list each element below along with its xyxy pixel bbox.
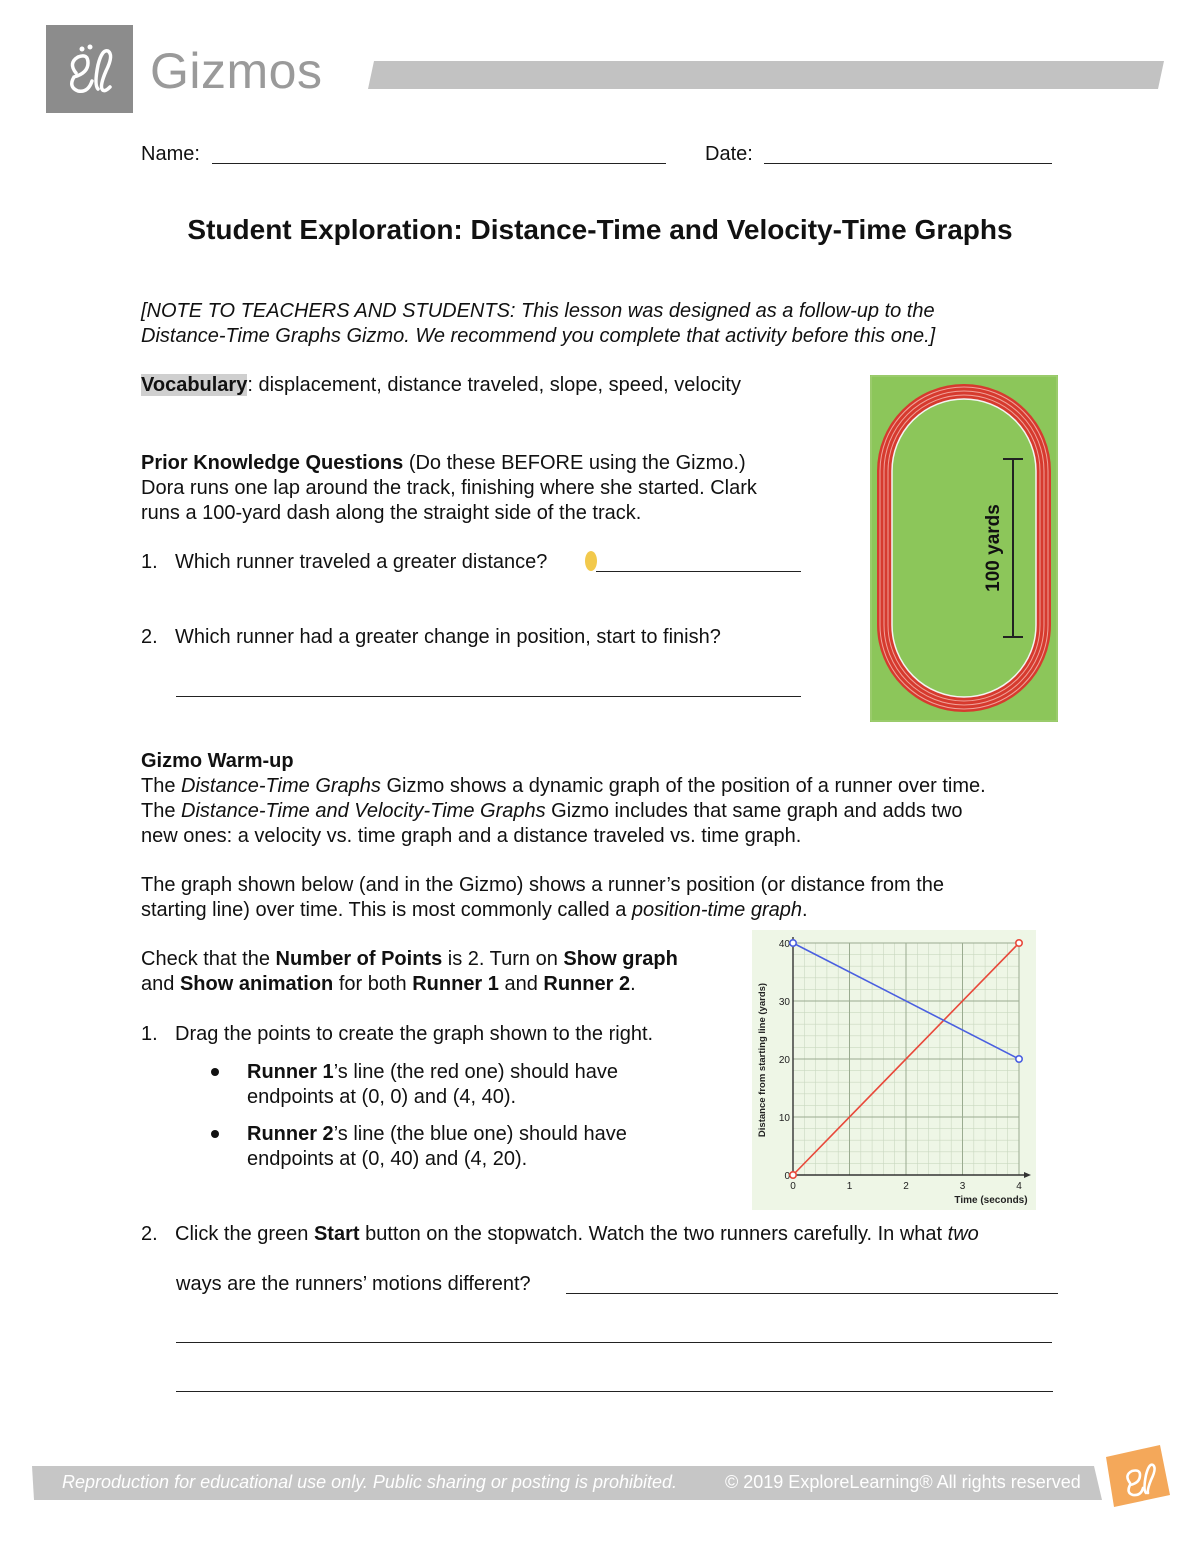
date-label: Date:	[705, 143, 753, 165]
bullet-runner-2-line1: Runner 2’s line (the blue one) should have	[247, 1123, 627, 1145]
el-logo-icon	[1102, 1443, 1172, 1509]
prior-question-2	[141, 625, 721, 650]
question-text: Which runner traveled a greater distance?	[175, 551, 548, 573]
warmup-p3-line1: Check that the Number of Points is 2. Turn on Show graph	[141, 948, 678, 970]
prior-text-line-1: Dora runs one lap around the track, finishing where she started. Clark	[141, 477, 757, 499]
cursor-marker-icon	[584, 550, 598, 572]
y-tick-label: 0	[784, 1171, 790, 1182]
question-number: 1.	[141, 551, 158, 573]
warmup-p1-line2: The Distance-Time and Velocity-Time Graphs Gizmo includes that same graph and adds two	[141, 800, 963, 822]
data-point-runner-2	[1016, 1056, 1022, 1062]
prior-heading-line	[141, 451, 746, 476]
step-text: Drag the points to create the graph shown to the right.	[175, 1023, 654, 1045]
warmup-step-1	[141, 1022, 653, 1047]
bullet-runner-1-line2: endpoints at (0, 0) and (4, 40).	[247, 1086, 517, 1108]
warmup-step-2-line2: ways are the runners’ motions different?	[176, 1273, 531, 1295]
warmup-heading: Gizmo Warm-up	[141, 750, 294, 772]
step-number: 2.	[141, 1223, 158, 1245]
x-tick-label: 4	[1016, 1181, 1022, 1192]
bullet-runner-2-line2: endpoints at (0, 40) and (4, 20).	[247, 1148, 528, 1170]
vocabulary-label: Vocabulary	[141, 374, 248, 396]
gizmos-logo	[46, 25, 133, 113]
data-point-runner-1	[790, 1172, 796, 1178]
bullet-icon	[211, 1130, 219, 1138]
warmup-p2-line1: The graph shown below (and in the Gizmo) shows a runner’s position (or distance from the	[141, 874, 944, 896]
note-line-2: Distance-Time Graphs Gizmo. We recommend you complete that activity before this one.]	[141, 325, 936, 347]
bullet-runner-1-line1: Runner 1’s line (the red one) should have	[247, 1061, 618, 1083]
warmup-p3-line2: and Show animation for both Runner 1 and Runner 2.	[141, 973, 636, 995]
prior-heading-note: (Do these BEFORE using the Gizmo.)	[403, 452, 746, 474]
x-tick-label: 3	[959, 1181, 966, 1192]
prior-question-1	[141, 550, 547, 575]
y-axis-label: Distance from starting line (yards)	[757, 982, 768, 1138]
data-point-runner-1	[1016, 940, 1022, 946]
question-text: Which runner had a greater change in position, start to finish?	[175, 626, 721, 648]
vocabulary-terms: : displacement, distance traveled, slope, speed, velocity	[247, 374, 741, 396]
y-tick-label: 40	[778, 939, 790, 950]
x-tick-label: 0	[790, 1181, 796, 1192]
name-label: Name:	[141, 143, 200, 165]
answer-field-step2-b[interactable]	[176, 1342, 1052, 1343]
warmup-step-2: 2. Click the green Start button on the stopwatch. Watch the two runners carefully. In what two	[141, 1223, 979, 1245]
y-tick-label: 20	[778, 1055, 790, 1066]
page-title: Student Exploration: Distance-Time and Velocity-Time Graphs	[187, 214, 1013, 245]
answer-field-step2-a[interactable]	[566, 1293, 1058, 1294]
answer-field-q2[interactable]	[176, 696, 801, 697]
chart-background	[752, 930, 1036, 1210]
header-bar	[368, 61, 1164, 89]
warmup-p1-line1: The Distance-Time Graphs Gizmo shows a dynamic graph of the position of a runner over time.	[141, 775, 986, 797]
footer-copyright: © 2019 ExploreLearning® All rights reserved	[725, 1472, 1081, 1492]
warmup-p2-line2: starting line) over time. This is most commonly called a position-time graph.	[141, 899, 808, 921]
x-axis-label: Time (seconds)	[954, 1195, 1028, 1206]
question-number: 2.	[141, 626, 158, 648]
vocabulary-line	[141, 373, 741, 398]
x-tick-label: 1	[846, 1181, 853, 1192]
position-time-chart	[752, 930, 1036, 1210]
data-point-runner-2	[790, 940, 796, 946]
brand-name: Gizmos	[150, 43, 323, 99]
y-tick-label: 30	[778, 997, 790, 1008]
note-line-1: [NOTE TO TEACHERS AND STUDENTS: This lesson was designed as a follow-up to the	[141, 300, 935, 322]
step-number: 1.	[141, 1023, 158, 1045]
name-field[interactable]	[212, 163, 666, 164]
answer-field-q1[interactable]	[596, 571, 801, 572]
date-field[interactable]	[764, 163, 1052, 164]
bullet-icon	[211, 1068, 219, 1076]
track-image	[870, 375, 1058, 722]
x-tick-label: 2	[903, 1181, 909, 1192]
track-distance-label: 100 yards	[983, 504, 1004, 592]
answer-field-step2-c[interactable]	[176, 1391, 1053, 1392]
y-tick-label: 10	[778, 1113, 790, 1124]
footer-notice: Reproduction for educational use only. Public sharing or posting is prohibited.	[62, 1472, 678, 1492]
prior-text-line-2: runs a 100-yard dash along the straight side of the track.	[141, 502, 642, 524]
warmup-p1-line3: new ones: a velocity vs. time graph and a distance traveled vs. time graph.	[141, 825, 802, 847]
prior-heading: Prior Knowledge Questions	[141, 452, 404, 474]
el-logo-icon	[46, 25, 133, 113]
